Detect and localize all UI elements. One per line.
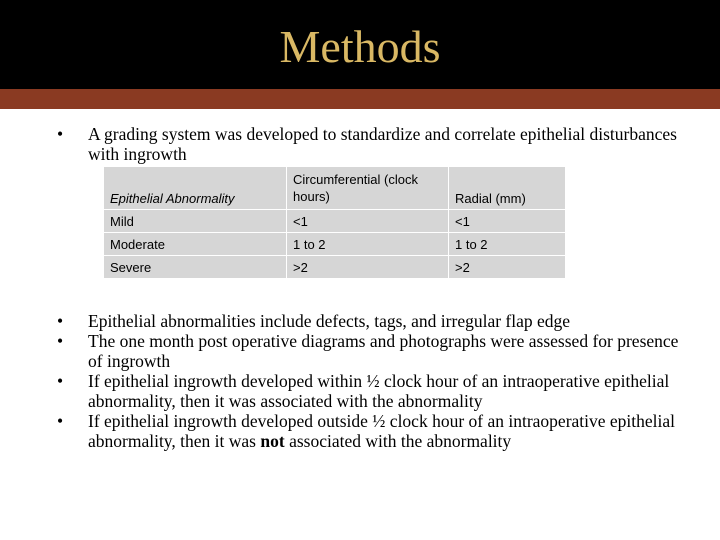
- table-row: [104, 210, 566, 233]
- bullet-marker: •: [57, 311, 64, 331]
- table-cell: <1: [449, 210, 566, 233]
- bullet-item: [57, 371, 687, 411]
- table-row: [104, 233, 566, 256]
- bullet-item: [57, 411, 687, 451]
- table-cell: 1 to 2: [449, 233, 566, 256]
- bullet-marker: •: [57, 411, 64, 431]
- bullet-text-emphasis: not: [260, 431, 285, 451]
- slide-title: Methods: [279, 21, 441, 72]
- table-row: [104, 256, 566, 279]
- column-header-radial: Radial (mm): [449, 167, 566, 210]
- bullet-text: Epithelial abnormalities include defects, tags, and irregular flap edge: [88, 311, 571, 331]
- bullet-list-bottom: [57, 311, 687, 451]
- table-cell: <1: [287, 210, 449, 233]
- bullet-item: [57, 124, 687, 164]
- bullet-text: [88, 411, 675, 451]
- bullet-text: The one month post operative diagrams and photographs were assessed for presence of ingrowth: [88, 331, 679, 371]
- table-cell: Moderate: [104, 233, 287, 256]
- bullet-text: If epithelial ingrowth developed within ½ clock hour of an intraoperative epithelial abnormality, then it was associated with the abnormality: [88, 371, 670, 411]
- bullet-marker: •: [57, 124, 64, 144]
- table-cell: Severe: [104, 256, 287, 279]
- bullet-text: A grading system was developed to standardize and correlate epithelial disturbances with ingrowth: [88, 124, 677, 164]
- bullet-text-after: associated with the abnormality: [284, 431, 512, 451]
- table-cell: Mild: [104, 210, 287, 233]
- table-header-row: [104, 167, 566, 210]
- bullet-marker: •: [57, 371, 64, 391]
- grading-table: [103, 166, 566, 279]
- table-cell: 1 to 2: [287, 233, 449, 256]
- bullet-item: [57, 331, 687, 371]
- bullet-item: [57, 311, 687, 331]
- table-cell: >2: [449, 256, 566, 279]
- table-cell: >2: [287, 256, 449, 279]
- bullet-text-before: If epithelial ingrowth developed outside ½ clock hour of an intraoperative epithelial abnormality, then it was: [88, 411, 676, 451]
- column-header-circumferential: Circumferential (clock hours): [287, 167, 449, 210]
- column-header-abnormality: Epithelial Abnormality: [104, 167, 287, 210]
- accent-stripe: [0, 89, 720, 109]
- bullet-marker: •: [57, 331, 64, 351]
- bullet-list-top: [57, 124, 687, 164]
